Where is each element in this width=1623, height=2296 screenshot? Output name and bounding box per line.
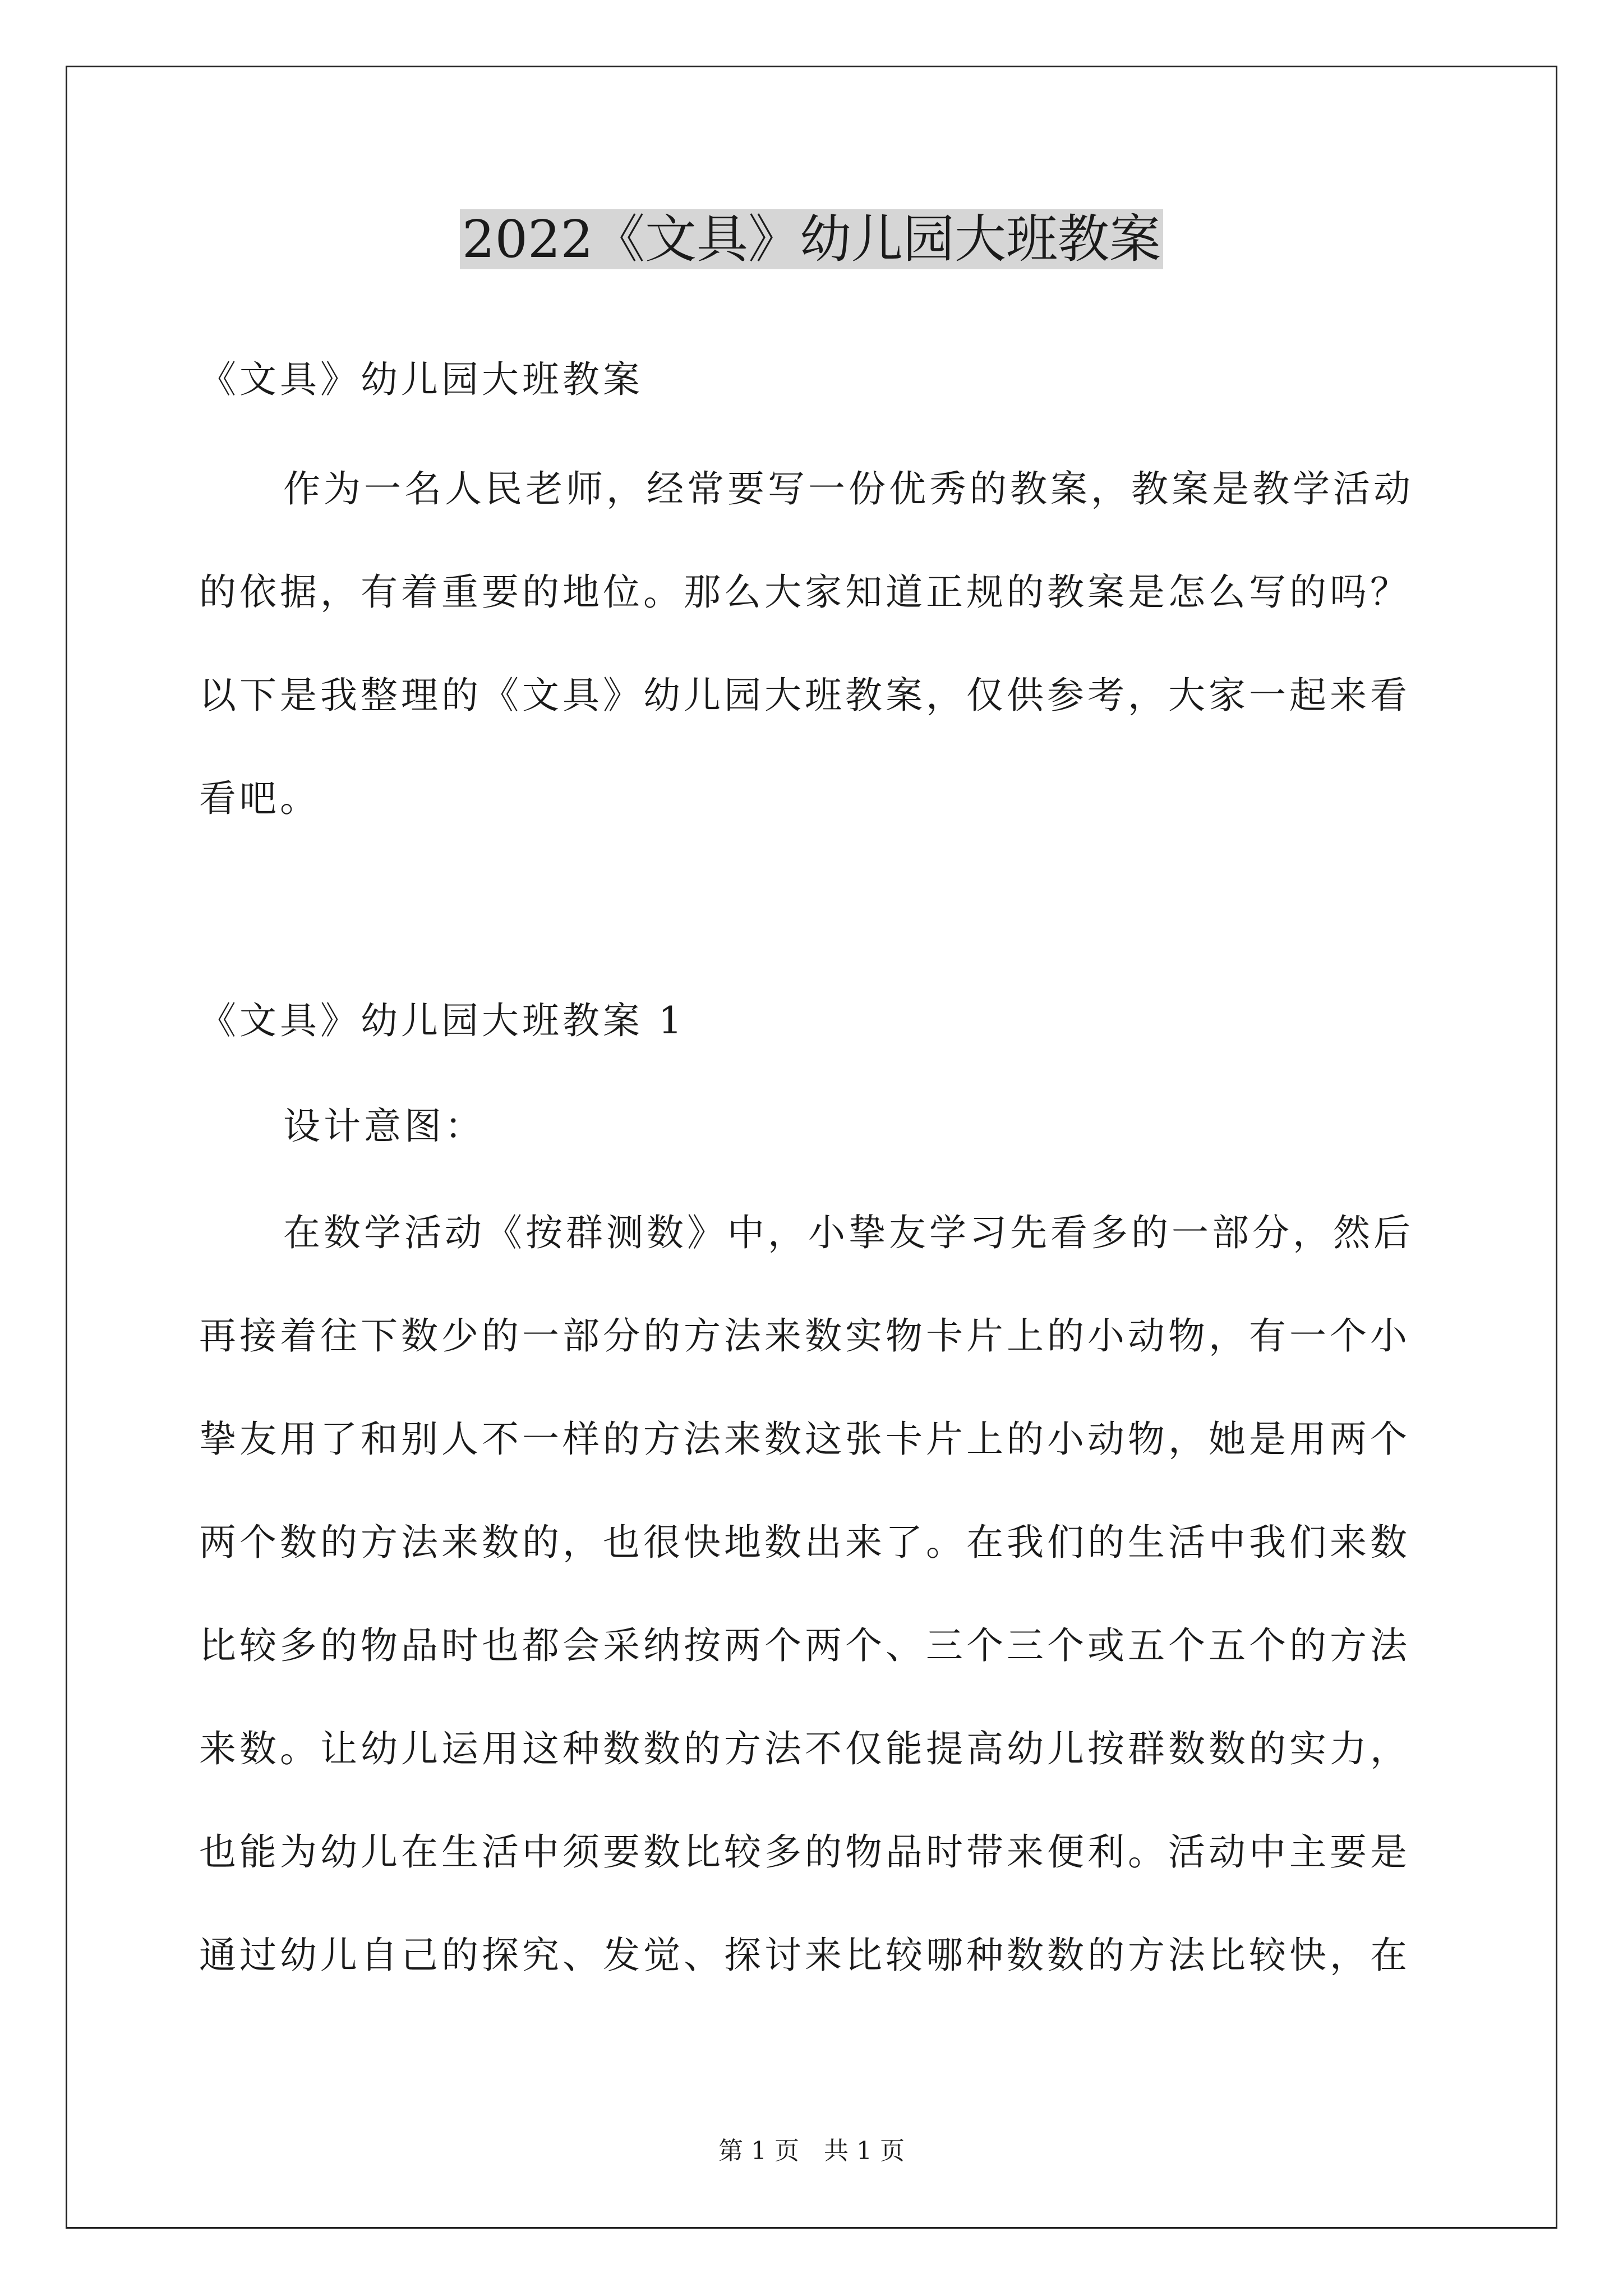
body-line-7: 也能为幼儿在生活中须要数比较多的物品时带来便利。活动中主要是: [199, 1830, 1410, 1874]
intro-line-3: 以下是我整理的《文具》幼儿园大班教案，仅供参考，大家一起来看: [199, 674, 1410, 717]
document-subtitle: 《文具》幼儿园大班教案: [199, 358, 643, 401]
body-line-8: 通过幼儿自己的探究、发觉、探讨来比较哪种数数的方法比较快，在: [199, 1934, 1410, 1977]
body-line-5: 比较多的物品时也都会采纳按两个两个、三个三个或五个五个的方法: [199, 1624, 1410, 1667]
document-title-text: 2022《文具》幼儿园大班教案: [460, 209, 1163, 269]
page-footer: 第 1 页 共 1 页: [718, 2137, 905, 2165]
document-title: [0, 197, 1623, 282]
design-intent-label: 设计意图：: [283, 1105, 485, 1148]
body-line-4: 两个数的方法来数的，也很快地数出来了。在我们的生活中我们来数: [199, 1521, 1410, 1564]
body-line-3: 挚友用了和别人不一样的方法来数这张卡片上的小动物，她是用两个: [199, 1418, 1410, 1461]
intro-line-1: 作为一名人民老师，经常要写一份优秀的教案，教案是教学活动: [283, 467, 1414, 510]
body-line-2: 再接着往下数少的一部分的方法来数实物卡片上的小动物，有一个小: [199, 1314, 1410, 1358]
intro-line-2: 的依据，有着重要的地位。那么大家知道正规的教案是怎么写的吗？: [199, 570, 1410, 614]
body-line-1: 在数学活动《按群测数》中，小挚友学习先看多的一部分，然后: [283, 1211, 1414, 1254]
section-heading: 《文具》幼儿园大班教案 1: [199, 999, 685, 1042]
body-line-6: 来数。让幼儿运用这种数数的方法不仅能提高幼儿按群数数的实力，: [199, 1727, 1410, 1770]
intro-line-4: 看吧。: [199, 777, 320, 820]
